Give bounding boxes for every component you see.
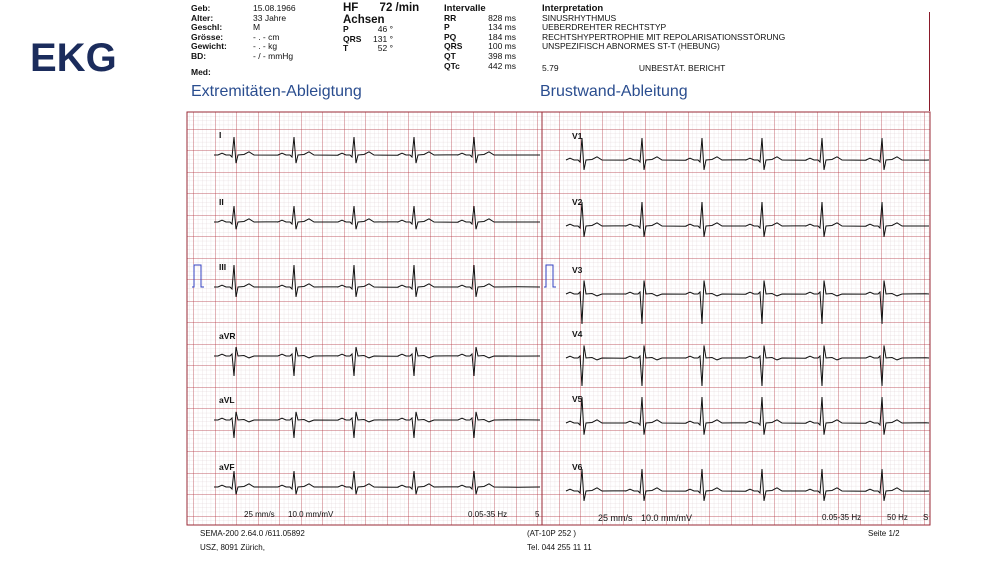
interval-value: 398 ms: [488, 50, 516, 61]
axis-value: 131 °: [373, 33, 393, 44]
lead-label: aVR: [219, 331, 236, 341]
interval-label: PQ: [444, 31, 457, 42]
interval-value: 184 ms: [488, 31, 516, 42]
strip-left-speed: 25 mm/s: [244, 510, 275, 519]
interval-label: QRS: [444, 41, 463, 52]
interpretation-line: UNSPEZIFISCH ABNORMES ST-T (HEBUNG): [542, 41, 720, 52]
patient-value: 33 Jahre: [253, 12, 287, 23]
chest-section-title: Brustwand-Ableitung: [540, 83, 688, 100]
lead-label: V1: [572, 131, 583, 141]
interpretation-title: Interpretation: [542, 3, 604, 14]
axis-label: QRS: [343, 33, 362, 44]
patient-label: Gewicht:: [191, 41, 227, 52]
footer-model: (AT-10P 252 ): [527, 529, 577, 538]
patient-label: BD:: [191, 50, 207, 61]
lead-label: V4: [572, 329, 583, 339]
interval-value: 134 ms: [488, 22, 516, 33]
lead-label: III: [219, 262, 227, 272]
patient-value: 15.08.1966: [253, 3, 296, 13]
strip-left-gain: 10.0 mm/mV: [288, 510, 334, 519]
patient-label: Geb:: [191, 3, 211, 13]
strip-right-gain: 10.0 mm/mV: [641, 513, 693, 523]
intervals-title: Intervalle: [444, 3, 486, 14]
interval-label: RR: [444, 12, 457, 23]
patient-value: - . - kg: [253, 41, 278, 52]
footer-phone: Tel. 044 255 11 11: [527, 543, 592, 552]
heart-rate-label: HF: [343, 2, 359, 14]
interpretation-line: RECHTSHYPERTROPHIE MIT REPOLARISATIONSSTÖRUNG: [542, 31, 786, 42]
ecg-grid-chest: [542, 112, 930, 525]
axis-label: P: [343, 24, 349, 35]
strip-left-filter: 0.05-35 Hz: [468, 510, 508, 519]
lead-label: aVL: [219, 395, 235, 405]
strip-right-filter: 0.05-35 Hz: [822, 513, 862, 522]
patient-label: Geschl:: [191, 22, 223, 33]
med-label: Med:: [191, 66, 211, 77]
lead-label: V6: [572, 462, 583, 472]
interpretation-line: UEBERDREHTER RECHTSTYP: [542, 22, 667, 33]
strip-right-mains: 50 Hz: [887, 513, 908, 522]
footer-page: Seite 1/2: [868, 529, 900, 538]
ecg-grid-limb: [187, 112, 542, 525]
interval-label: QT: [444, 50, 456, 61]
axes-title: Achsen: [343, 13, 385, 26]
lead-label: I: [219, 130, 222, 140]
interpretation-status: UNBESTÄT. BERICHT: [638, 62, 726, 73]
patient-value: - . - cm: [253, 31, 280, 42]
interval-label: QTc: [444, 60, 460, 71]
axis-value: 52 °: [377, 43, 393, 54]
patient-label: Grösse:: [191, 31, 224, 42]
axis-label: T: [343, 43, 349, 54]
lead-label: aVF: [219, 462, 235, 472]
interpretation-code: 5.79: [542, 62, 559, 73]
lead-label: V3: [572, 265, 583, 275]
interpretation-line: SINUSRHYTHMUS: [542, 12, 617, 23]
patient-value: - / - mmHg: [253, 50, 294, 61]
heart-rate-value: 72 /min: [379, 2, 420, 14]
lead-label: II: [219, 197, 224, 207]
strip-left-cut: 5: [535, 510, 540, 519]
patient-label: Alter:: [191, 12, 214, 23]
strip-right-cut: S: [923, 513, 929, 522]
footer-address: USZ, 8091 Zürich,: [200, 543, 265, 552]
slide-title: EKG: [30, 36, 117, 80]
limb-section-title: Extremitäten-Ableigtung: [191, 83, 362, 100]
interval-value: 828 ms: [488, 12, 516, 23]
patient-value: M: [253, 22, 261, 33]
lead-label: V2: [572, 197, 583, 207]
lead-label: V5: [572, 394, 583, 404]
footer-device: SEMA-200 2.64.0 /611.05892: [200, 529, 305, 538]
interval-value: 100 ms: [488, 41, 516, 52]
strip-right-speed: 25 mm/s: [598, 513, 633, 523]
axis-value: 46 °: [377, 24, 393, 35]
interval-value: 442 ms: [488, 60, 516, 71]
interval-label: P: [444, 22, 450, 33]
